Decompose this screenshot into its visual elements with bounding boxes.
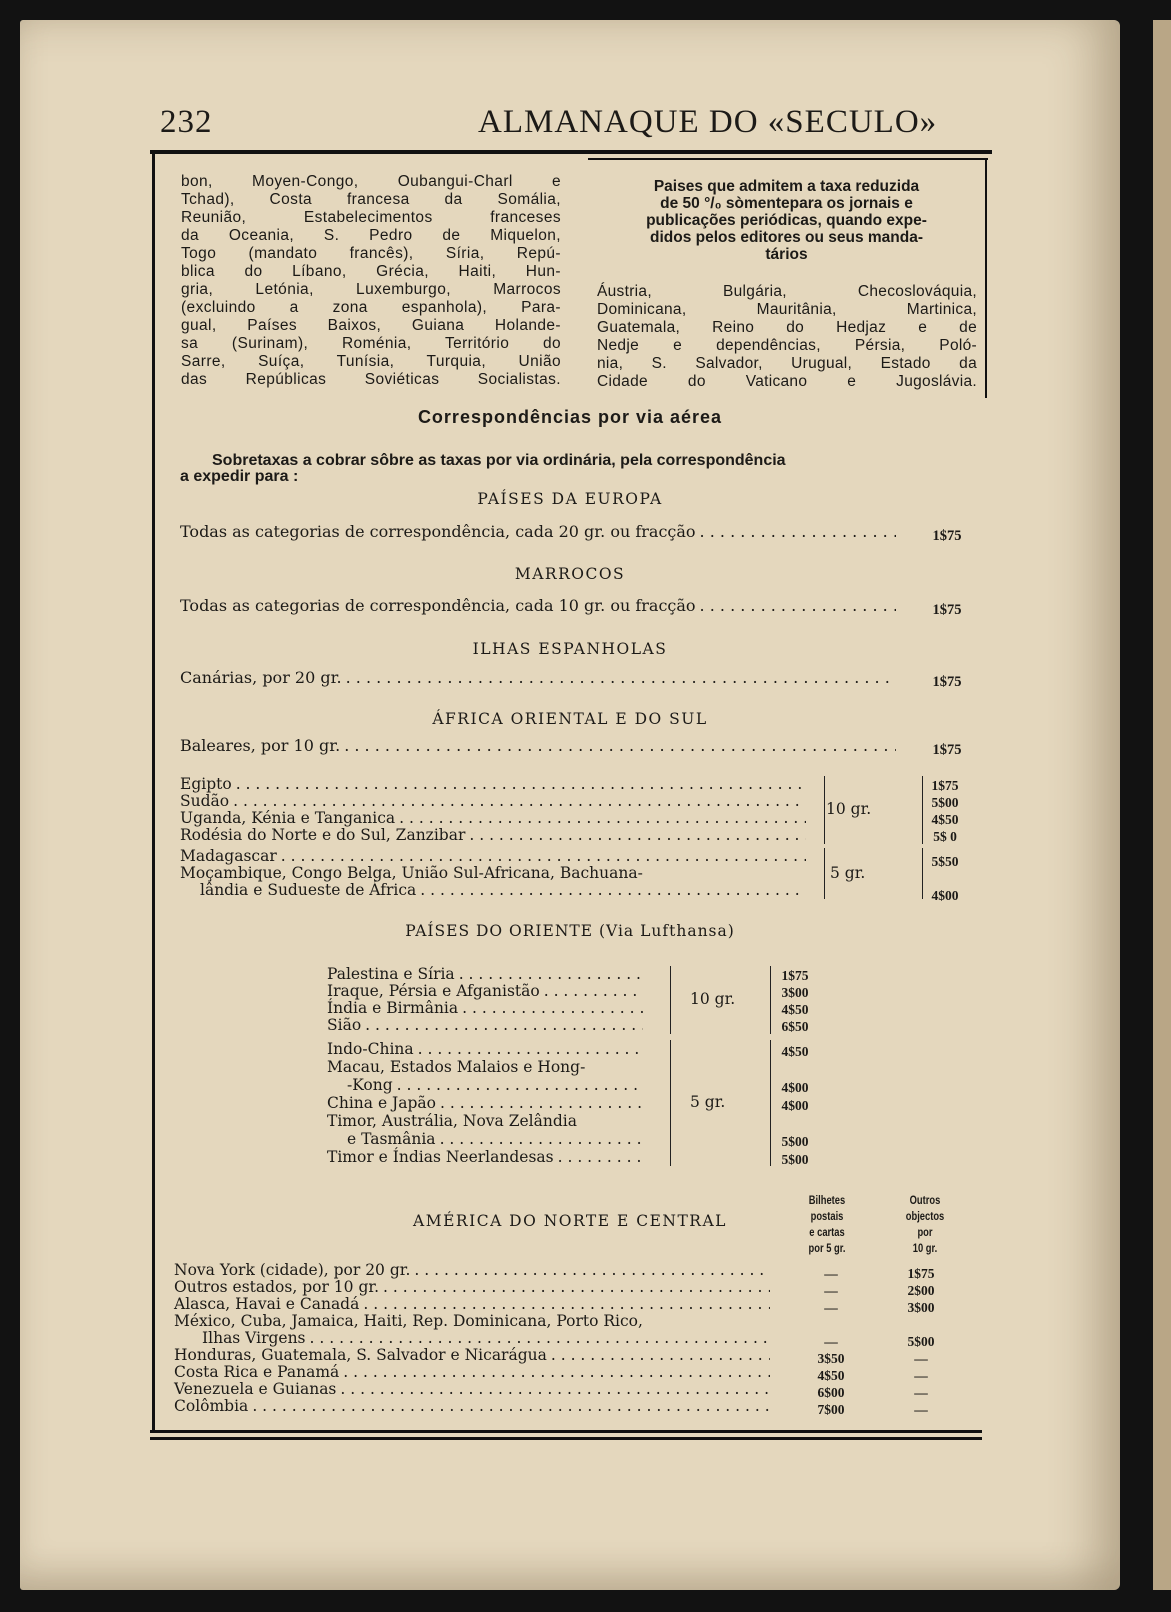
oriente-g1-row (327, 1000, 647, 1017)
reduced-rate-title-line: tários (765, 246, 808, 263)
africa-g2-brace-right (922, 848, 929, 899)
africa-g1-label: Uganda, Kénia e Tanganica (180, 809, 396, 827)
reduced-rate-title (594, 178, 979, 263)
africa-heading: ÁFRICA ORIENTAL E DO SUL (432, 710, 708, 728)
oriente-g2-row (327, 1058, 647, 1076)
oriente-g1-brace-left (664, 966, 671, 1034)
col2-header-line: Outros (909, 1193, 941, 1207)
america-c1-value: — (824, 1300, 838, 1315)
oriente-g2-value: 5$00 (781, 1152, 809, 1167)
oriente-g2-row (347, 1076, 647, 1094)
america-c2-value: 3$00 (907, 1300, 935, 1315)
reduced-rate-body-line: Cidade do Vaticano e Jugoslávia. (597, 373, 977, 390)
africa-g2-label: Moçambique, Congo Belga, União Sul-Africana, Bachuana- (180, 864, 643, 882)
left-paragraph-line: blica do Líbano, Grécia, Haiti, Hun- (181, 263, 561, 280)
col-header-other (890, 1192, 960, 1256)
africa-g2-label: Madagascar (180, 847, 277, 865)
running-title: ALMANAQUE DO «SECULO» (478, 104, 938, 140)
box-right-line (985, 158, 987, 398)
oriente-g2-label: Indo-China (327, 1040, 414, 1058)
america-row (174, 1398, 774, 1415)
left-paragraph-line: bon, Moyen-Congo, Oubangui-Charl e (181, 173, 561, 190)
oriente-g2-label: China e Japão (327, 1094, 436, 1112)
left-paragraph-line: (excluindo a zona espanhola), Para- (181, 299, 561, 316)
oriente-g2-value: 5$00 (781, 1134, 809, 1149)
oriente-g2-row (327, 1040, 647, 1058)
africa-g2-value: 5$50 (931, 854, 959, 869)
america-row (174, 1296, 774, 1313)
left-paragraph-line: gual, Países Baixos, Guiana Holande- (181, 317, 561, 334)
africa-g2-row (180, 865, 810, 882)
america-label: Alasca, Havai e Canadá (174, 1295, 360, 1313)
america-row (174, 1381, 774, 1398)
oriente-g1-row (327, 983, 647, 1000)
bottom-rule (150, 1430, 982, 1433)
america-c2-value: — (914, 1402, 928, 1417)
america-heading: AMÉRICA DO NORTE E CENTRAL (413, 1212, 727, 1230)
europa-heading: PAÍSES DA EUROPA (477, 490, 663, 508)
oriente-g2-row (327, 1112, 647, 1130)
left-paragraph-line: Tchad), Costa francesa da Somália, (181, 191, 561, 208)
reduced-rate-body-line: Dominicana, Mauritânia, Martinica, (597, 301, 977, 318)
america-c2-value: 1$75 (907, 1266, 935, 1281)
baleares-row (180, 736, 900, 755)
bottom-rule-2 (150, 1437, 982, 1440)
baleares-value: 1$75 (932, 742, 962, 758)
america-row (202, 1330, 774, 1347)
oriente-g1-brace-right (770, 966, 777, 1034)
oriente-g1-label: Palestina e Síria (327, 965, 455, 983)
ilhas-label: Canárias, por 20 gr. (180, 668, 342, 687)
africa-g1-value: 4$50 (931, 812, 959, 827)
america-c1-value: 4$50 (817, 1368, 845, 1383)
oriente-g2-label: Macau, Estados Malaios e Hong- (327, 1058, 586, 1076)
america-label: Colômbia (174, 1397, 249, 1415)
reduced-rate-title-line: Paises que admitem a taxa reduzida (653, 178, 920, 195)
africa-g2-row (200, 882, 810, 899)
top-rule (150, 150, 992, 154)
america-c2-value: — (914, 1368, 928, 1383)
col1-header-line: Bilhetes (808, 1193, 846, 1207)
reduced-rate-countries (597, 283, 977, 391)
oriente-g2-brace-left (664, 1040, 671, 1166)
left-paragraph-line: Sarre, Suíça, Tunísia, Turquia, União (181, 353, 561, 370)
left-paragraph-line: da Oceania, S. Pedro de Miquelon, (181, 227, 561, 244)
oriente-g2-value: 4$00 (781, 1080, 809, 1095)
africa-g1-brace-left (818, 776, 825, 844)
left-paragraph-line: Reunião, Estabelecimentos franceses (181, 209, 561, 226)
page-number: 232 (160, 104, 213, 140)
america-label: Honduras, Guatemala, S. Salvador e Nicarágua (174, 1346, 547, 1364)
africa-g1-value: 5$ 0 (933, 829, 957, 844)
africa-g1-brace-right (922, 776, 929, 844)
left-paragraph (181, 173, 561, 389)
africa-g1-label: Sudão (180, 792, 230, 810)
oriente-heading: PAÍSES DO ORIENTE (Via Lufthansa) (405, 922, 735, 940)
frame-left (152, 150, 155, 1432)
oriente-g1-value: 3$00 (781, 985, 809, 1000)
america-row (174, 1364, 774, 1381)
reduced-rate-body-line: Nedje e dependências, Pérsia, Poló- (597, 337, 977, 354)
ilhas-row (180, 668, 900, 687)
reduced-rate-body-line: Guatemala, Reino do Hedjaz e de (597, 319, 977, 336)
reduced-rate-title-line: didos pelos editores ou seus manda- (649, 229, 924, 246)
oriente-g2-label: e Tasmânia (347, 1130, 436, 1148)
africa-g1-value: 1$75 (931, 778, 959, 793)
africa-g2-weight: 5 gr. (830, 863, 866, 882)
africa-g2-row (180, 848, 810, 865)
col2-header-line: por (917, 1225, 933, 1239)
col2-header-line: objectos (905, 1209, 945, 1223)
oriente-g1-value: 6$50 (781, 1019, 809, 1034)
oriente-g2-value: 4$00 (781, 1098, 809, 1113)
america-label: Venezuela e Guianas (174, 1380, 337, 1398)
africa-g1-row (180, 793, 810, 810)
col-header-postcards (792, 1192, 862, 1256)
africa-g1-row (180, 810, 810, 827)
left-paragraph-line: das Repúblicas Soviéticas Socialistas. (181, 371, 561, 388)
america-c1-value: 3$50 (817, 1351, 845, 1366)
oriente-g2-value: 4$50 (781, 1044, 809, 1059)
america-c1-value: — (824, 1266, 838, 1281)
oriente-g1-value: 1$75 (781, 968, 809, 983)
baleares-label: Baleares, por 10 gr. (180, 736, 341, 755)
reduced-rate-title-line: publicações periódicas, quando expe- (646, 212, 927, 229)
reduced-rate-body-line: nia, S. Salvador, Urugual, Estado da (597, 355, 977, 372)
africa-g1-weight: 10 gr. (826, 800, 872, 818)
oriente-g1-row (327, 966, 647, 983)
marrocos-heading: MARROCOS (514, 565, 626, 583)
oriente-g1-label: Iraque, Pérsia e Afganistão (327, 982, 540, 1000)
oriente-g1-label: Sião (327, 1016, 362, 1034)
oriente-g2-row (347, 1130, 647, 1148)
oriente-g2-label: Timor e Índias Neerlandesas (327, 1148, 554, 1166)
america-c1-value: 6$00 (817, 1385, 845, 1400)
oriente-g1-value: 4$50 (781, 1002, 809, 1017)
intro-line-2: a expedir para : (180, 468, 299, 485)
africa-g1-label: Rodésia do Norte e do Sul, Zanzibar (180, 826, 466, 844)
box-top-line (588, 158, 988, 160)
reduced-rate-body-line: Áustria, Bulgária, Checoslováquia, (597, 283, 977, 300)
oriente-g2-weight: 5 gr. (690, 1093, 726, 1111)
oriente-g2-label: Timor, Austrália, Nova Zelândia (327, 1112, 577, 1130)
africa-g1-row (180, 776, 810, 793)
africa-g1-label: Egipto (180, 775, 232, 793)
europa-value: 1$75 (932, 528, 962, 544)
oriente-g1-label: Índia e Birmânia (327, 999, 459, 1017)
america-c2-value: 5$00 (907, 1334, 935, 1349)
oriente-g1-weight: 10 gr. (690, 990, 736, 1008)
marrocos-label: Todas as categorias de correspondência, cada 10 gr. ou fracção (180, 596, 696, 615)
oriente-g1-row (327, 1017, 647, 1034)
america-label: Outros estados, por 10 gr. (174, 1278, 379, 1296)
america-label: Nova York (cidade), por 20 gr. (174, 1261, 411, 1279)
america-c2-value: 2$00 (907, 1283, 935, 1298)
europa-row (180, 522, 900, 541)
europa-label: Todas as categorias de correspondência, cada 20 gr. ou fracção (180, 522, 696, 541)
ilhas-heading: ILHAS ESPANHOLAS (472, 640, 668, 658)
america-c2-value: — (914, 1385, 928, 1400)
col2-header-line: 10 gr. (912, 1241, 938, 1255)
ilhas-value: 1$75 (932, 674, 962, 690)
oriente-g2-row (327, 1148, 647, 1166)
america-row (174, 1347, 774, 1364)
america-c1-value: 7$00 (817, 1402, 845, 1417)
left-paragraph-line: Togo (mandato francês), Síria, Repú- (181, 245, 561, 262)
marrocos-value: 1$75 (932, 602, 962, 618)
section-title: Correspondências por via aérea (417, 407, 723, 427)
america-c2-value: — (914, 1351, 928, 1366)
america-row (174, 1313, 774, 1330)
left-paragraph-line: gria, Letónia, Luxemburgo, Marrocos (181, 281, 561, 298)
africa-g2-label: lândia e Sudueste de África (200, 881, 417, 899)
america-label: Costa Rica e Panamá (174, 1363, 340, 1381)
book-gutter (1153, 20, 1171, 1590)
africa-g1-value: 5$00 (931, 795, 959, 810)
left-paragraph-line: sa (Surinam), Roménia, Território do (181, 335, 561, 352)
col1-header-line: e cartas (809, 1225, 845, 1239)
america-row (174, 1279, 774, 1296)
intro-line-1: Sobretaxas a cobrar sôbre as taxas por via ordinária, pela correspondência (212, 452, 786, 469)
africa-g2-brace-left (818, 848, 825, 899)
africa-g2-value: 4$00 (931, 888, 959, 903)
africa-g1-row (180, 827, 810, 844)
america-row (174, 1262, 774, 1279)
reduced-rate-title-line: de 50 °/₀ sòmentepara os jornais e (660, 195, 913, 212)
america-label: México, Cuba, Jamaica, Haiti, Rep. Dominicana, Porto Rico, (174, 1312, 643, 1330)
america-c1-value: — (824, 1334, 838, 1349)
col1-header-line: por 5 gr. (808, 1241, 846, 1255)
marrocos-row (180, 596, 900, 615)
col1-header-line: postais (810, 1209, 844, 1223)
oriente-g2-label: -Kong (347, 1076, 393, 1094)
america-c1-value: — (824, 1283, 838, 1298)
america-label: Ilhas Virgens (202, 1329, 306, 1347)
oriente-g2-row (327, 1094, 647, 1112)
oriente-g2-brace-right (770, 1040, 777, 1166)
